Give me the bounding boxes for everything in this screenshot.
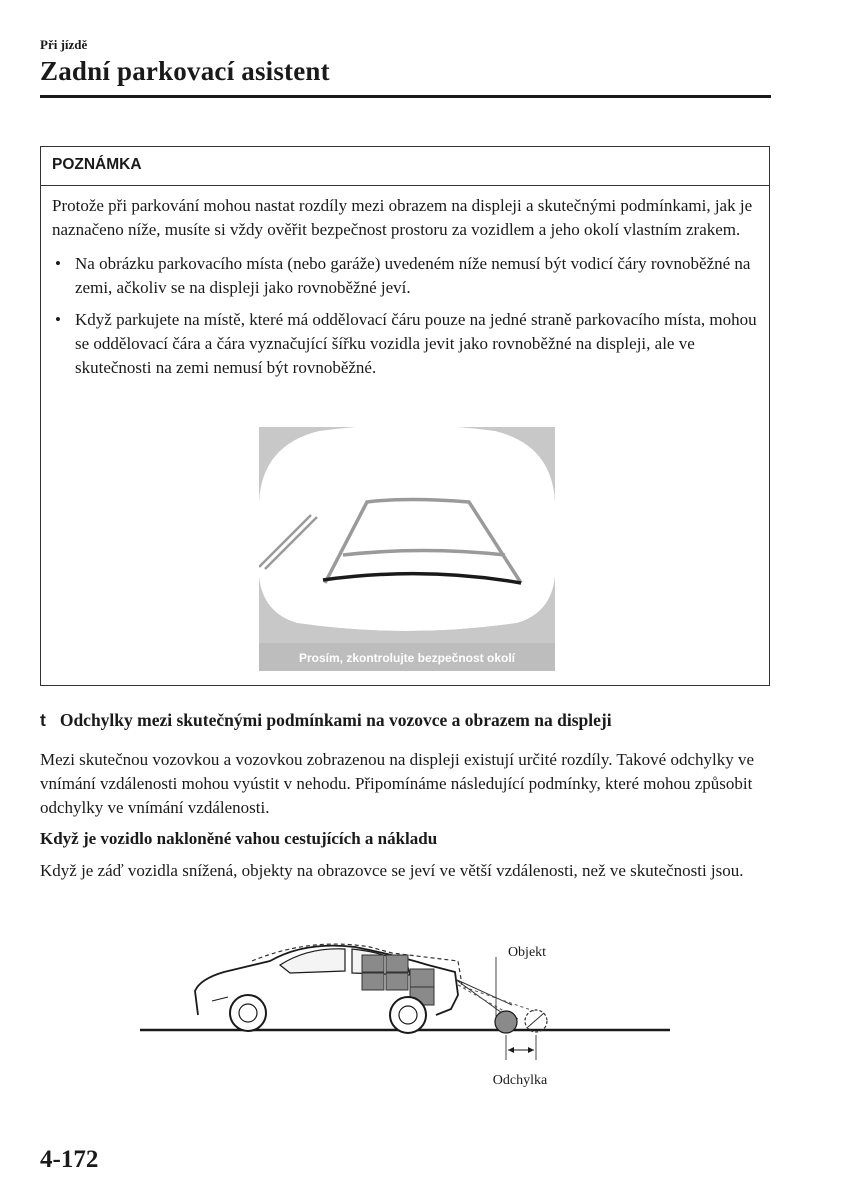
rear-camera-display-illustration	[259, 427, 555, 671]
display-caption: Prosím, zkontrolujte bezpečnost okolí	[298, 651, 516, 665]
section-label: Při jízdě	[40, 37, 88, 52]
section-paragraph: Mezi skutečnou vozovkou a vozovkou zobrazenou na displeji existují určité rozdíly. Takové odchylky ve vnímání vzdálenosti mohou vyústit v nehodu. Připomínáme následující podmínky, které mohou způsobit odchylky ve vnímání vzdálenosti.	[40, 750, 755, 817]
subheading: Když je vozidlo nakloněné vahou cestujících a nákladu	[40, 829, 438, 848]
page-title: Zadní parkovací asistent	[40, 56, 330, 86]
object-label: Objekt	[507, 945, 547, 960]
section-heading	[40, 710, 612, 731]
section-marker: t	[40, 710, 46, 730]
title-rule	[40, 95, 771, 98]
tilted-car-illustration	[140, 935, 670, 1095]
sub-paragraph: Když je záď vozidla snížená, objekty na obrazovce se jeví ve větší vzdálenosti, než ve skutečnosti jsou.	[40, 861, 744, 880]
note-box	[40, 146, 770, 686]
note-body	[41, 186, 769, 380]
note-intro: Protože při parkování mohou nastat rozdíly mezi obrazem na displeji a skutečnými podmínkami, jak je naznačeno níže, musíte si vždy ověřit bezpečnost prostoru za vozidlem a jeho okolí vlastním zrakem.	[52, 196, 753, 239]
note-bullet: • Když parkujete na místě, které má oddělovací čáru pouze na jedné straně parkovacího místa, mohou se oddělovací čára a čára vyznačující šířku vozidla jevit jako rovnoběžné na displeji, ale ve skutečnosti na zemi nemusí být rovnoběžné.	[52, 308, 758, 380]
deviation-label: Odchylka	[492, 1073, 548, 1088]
section-heading-text: Odchylky mezi skutečnými podmínkami na vozovce a obrazem na displeji	[59, 710, 612, 730]
note-bullet: • Na obrázku parkovacího místa (nebo garáže) uvedeném níže nemusí být vodicí čáry rovnoběžné na zemi, ačkoliv se na displeji jako rovnoběžné jeví.	[52, 252, 758, 300]
page-number: 4-172	[40, 1146, 99, 1173]
note-header: POZNÁMKA	[41, 147, 769, 186]
note-bullet-list	[52, 252, 758, 380]
